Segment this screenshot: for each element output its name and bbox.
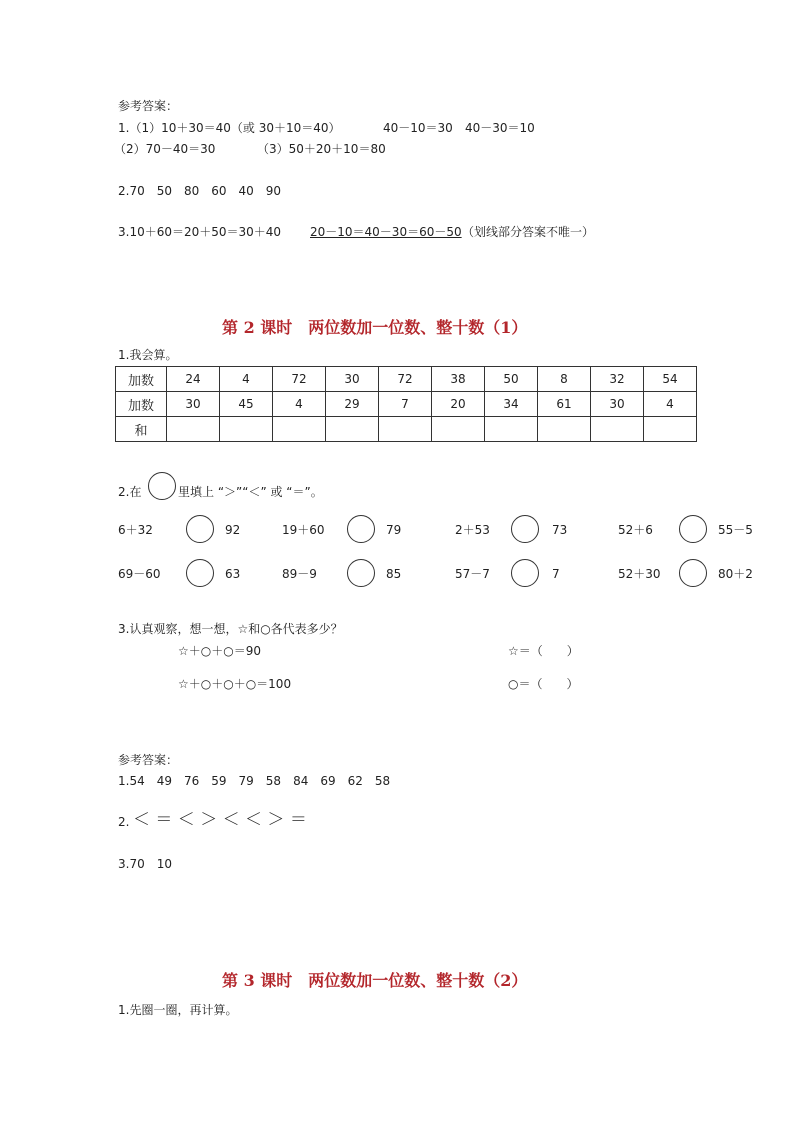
answer-line-1c: 40－30＝10 bbox=[465, 121, 535, 135]
answer-line-3: 3.70 10 bbox=[118, 857, 172, 871]
answer-line-2-prefix: 2. bbox=[118, 815, 130, 829]
circle-answer-blank[interactable]: ○＝（ ） bbox=[508, 677, 579, 691]
table-cell: 61 bbox=[538, 392, 591, 417]
question-2-prefix: 2.在 bbox=[118, 485, 142, 499]
compare-blank-circle[interactable] bbox=[347, 515, 375, 543]
compare-right: 85 bbox=[386, 567, 402, 581]
compare-left: 6＋32 bbox=[118, 523, 153, 537]
compare-blank-circle[interactable] bbox=[679, 515, 707, 543]
answer-line-2b: （3）50＋20＋10＝80 bbox=[257, 142, 386, 156]
answer-label: 参考答案： bbox=[118, 99, 179, 113]
answer-label: 参考答案： bbox=[118, 753, 179, 767]
answer-line-2a: （2）70－40＝30 bbox=[114, 142, 216, 156]
table-cell: 45 bbox=[220, 392, 273, 417]
compare-right: 55－5 bbox=[718, 523, 753, 537]
table-cell: 4 bbox=[273, 392, 326, 417]
compare-right: 63 bbox=[225, 567, 241, 581]
row-header: 加数 bbox=[116, 367, 167, 392]
table-cell: 24 bbox=[167, 367, 220, 392]
table-cell: 34 bbox=[485, 392, 538, 417]
table-cell: 4 bbox=[220, 367, 273, 392]
sum-blank-cell[interactable] bbox=[644, 417, 697, 442]
compare-left: 19＋60 bbox=[282, 523, 325, 537]
answer-line-1: 1.54 49 76 59 79 58 84 69 62 58 bbox=[118, 774, 391, 788]
table-cell: 38 bbox=[432, 367, 485, 392]
table-cell: 8 bbox=[538, 367, 591, 392]
row-header: 加数 bbox=[116, 392, 167, 417]
answer-line-4c: （划线部分答案不唯一） bbox=[462, 225, 595, 239]
sum-blank-cell[interactable] bbox=[485, 417, 538, 442]
compare-left: 69－60 bbox=[118, 567, 161, 581]
compare-left: 89－9 bbox=[282, 567, 317, 581]
compare-right: 92 bbox=[225, 523, 241, 537]
table-cell: 30 bbox=[591, 392, 644, 417]
answer-line-2-symbols: ＜ ＝ ＜ ＞ ＜ ＜ ＞ ＝ bbox=[133, 810, 307, 830]
table-cell: 32 bbox=[591, 367, 644, 392]
table-cell: 50 bbox=[485, 367, 538, 392]
lesson-2-title: 第 2 课时 两位数加一位数、整十数（1） bbox=[222, 318, 528, 337]
compare-blank-circle[interactable] bbox=[511, 559, 539, 587]
lesson-3-title: 第 3 课时 两位数加一位数、整十数（2） bbox=[222, 971, 528, 990]
answer-line-4b-underlined: 20－10＝40－30＝60－50 bbox=[310, 225, 462, 239]
table-cell: 30 bbox=[167, 392, 220, 417]
compare-left: 57－7 bbox=[455, 567, 490, 581]
compare-right: 73 bbox=[552, 523, 568, 537]
equation-2: ☆＋○＋○＋○＝100 bbox=[178, 677, 292, 691]
compare-blank-circle[interactable] bbox=[186, 515, 214, 543]
table-cell: 30 bbox=[326, 367, 379, 392]
compare-blank-circle[interactable] bbox=[679, 559, 707, 587]
question-2-suffix: 里填上 “＞”“＜” 或 “＝”。 bbox=[178, 485, 323, 499]
question-3: 3.认真观察，想一想，☆和○各代表多少？ bbox=[118, 622, 343, 636]
table-row bbox=[116, 417, 697, 442]
table-row bbox=[116, 367, 697, 392]
sum-blank-cell[interactable] bbox=[167, 417, 220, 442]
table-row bbox=[116, 392, 697, 417]
compare-right: 80＋2 bbox=[718, 567, 753, 581]
table-cell: 29 bbox=[326, 392, 379, 417]
question-1: 1.先圈一圈，再计算。 bbox=[118, 1003, 238, 1017]
sum-blank-cell[interactable] bbox=[591, 417, 644, 442]
compare-left: 52＋30 bbox=[618, 567, 661, 581]
sum-blank-cell[interactable] bbox=[220, 417, 273, 442]
compare-left: 2＋53 bbox=[455, 523, 490, 537]
table-cell: 4 bbox=[644, 392, 697, 417]
sum-blank-cell[interactable] bbox=[538, 417, 591, 442]
answer-line-1b: 40－10＝30 bbox=[383, 121, 453, 135]
table-cell: 72 bbox=[379, 367, 432, 392]
answer-line-4a: 3.10＋60＝20＋50＝30＋40 bbox=[118, 225, 282, 239]
compare-blank-circle[interactable] bbox=[186, 559, 214, 587]
addition-table bbox=[115, 366, 697, 442]
compare-blank-circle[interactable] bbox=[511, 515, 539, 543]
answer-line-3: 2.70 50 80 60 40 90 bbox=[118, 184, 282, 198]
table-cell: 54 bbox=[644, 367, 697, 392]
equation-1: ☆＋○＋○＝90 bbox=[178, 644, 261, 658]
compare-right: 7 bbox=[552, 567, 560, 581]
sum-blank-cell[interactable] bbox=[432, 417, 485, 442]
question-1: 1.我会算。 bbox=[118, 348, 178, 362]
sum-blank-cell[interactable] bbox=[326, 417, 379, 442]
table-cell: 72 bbox=[273, 367, 326, 392]
answer-line-1a: 1.（1）10＋30＝40（或 30＋10＝40） bbox=[118, 121, 341, 135]
star-answer-blank[interactable]: ☆＝（ ） bbox=[508, 644, 579, 658]
compare-left: 52＋6 bbox=[618, 523, 653, 537]
table-cell: 20 bbox=[432, 392, 485, 417]
circle-icon bbox=[148, 472, 176, 500]
compare-blank-circle[interactable] bbox=[347, 559, 375, 587]
compare-right: 79 bbox=[386, 523, 402, 537]
sum-blank-cell[interactable] bbox=[273, 417, 326, 442]
table-cell: 7 bbox=[379, 392, 432, 417]
row-header: 和 bbox=[116, 417, 167, 442]
sum-blank-cell[interactable] bbox=[379, 417, 432, 442]
